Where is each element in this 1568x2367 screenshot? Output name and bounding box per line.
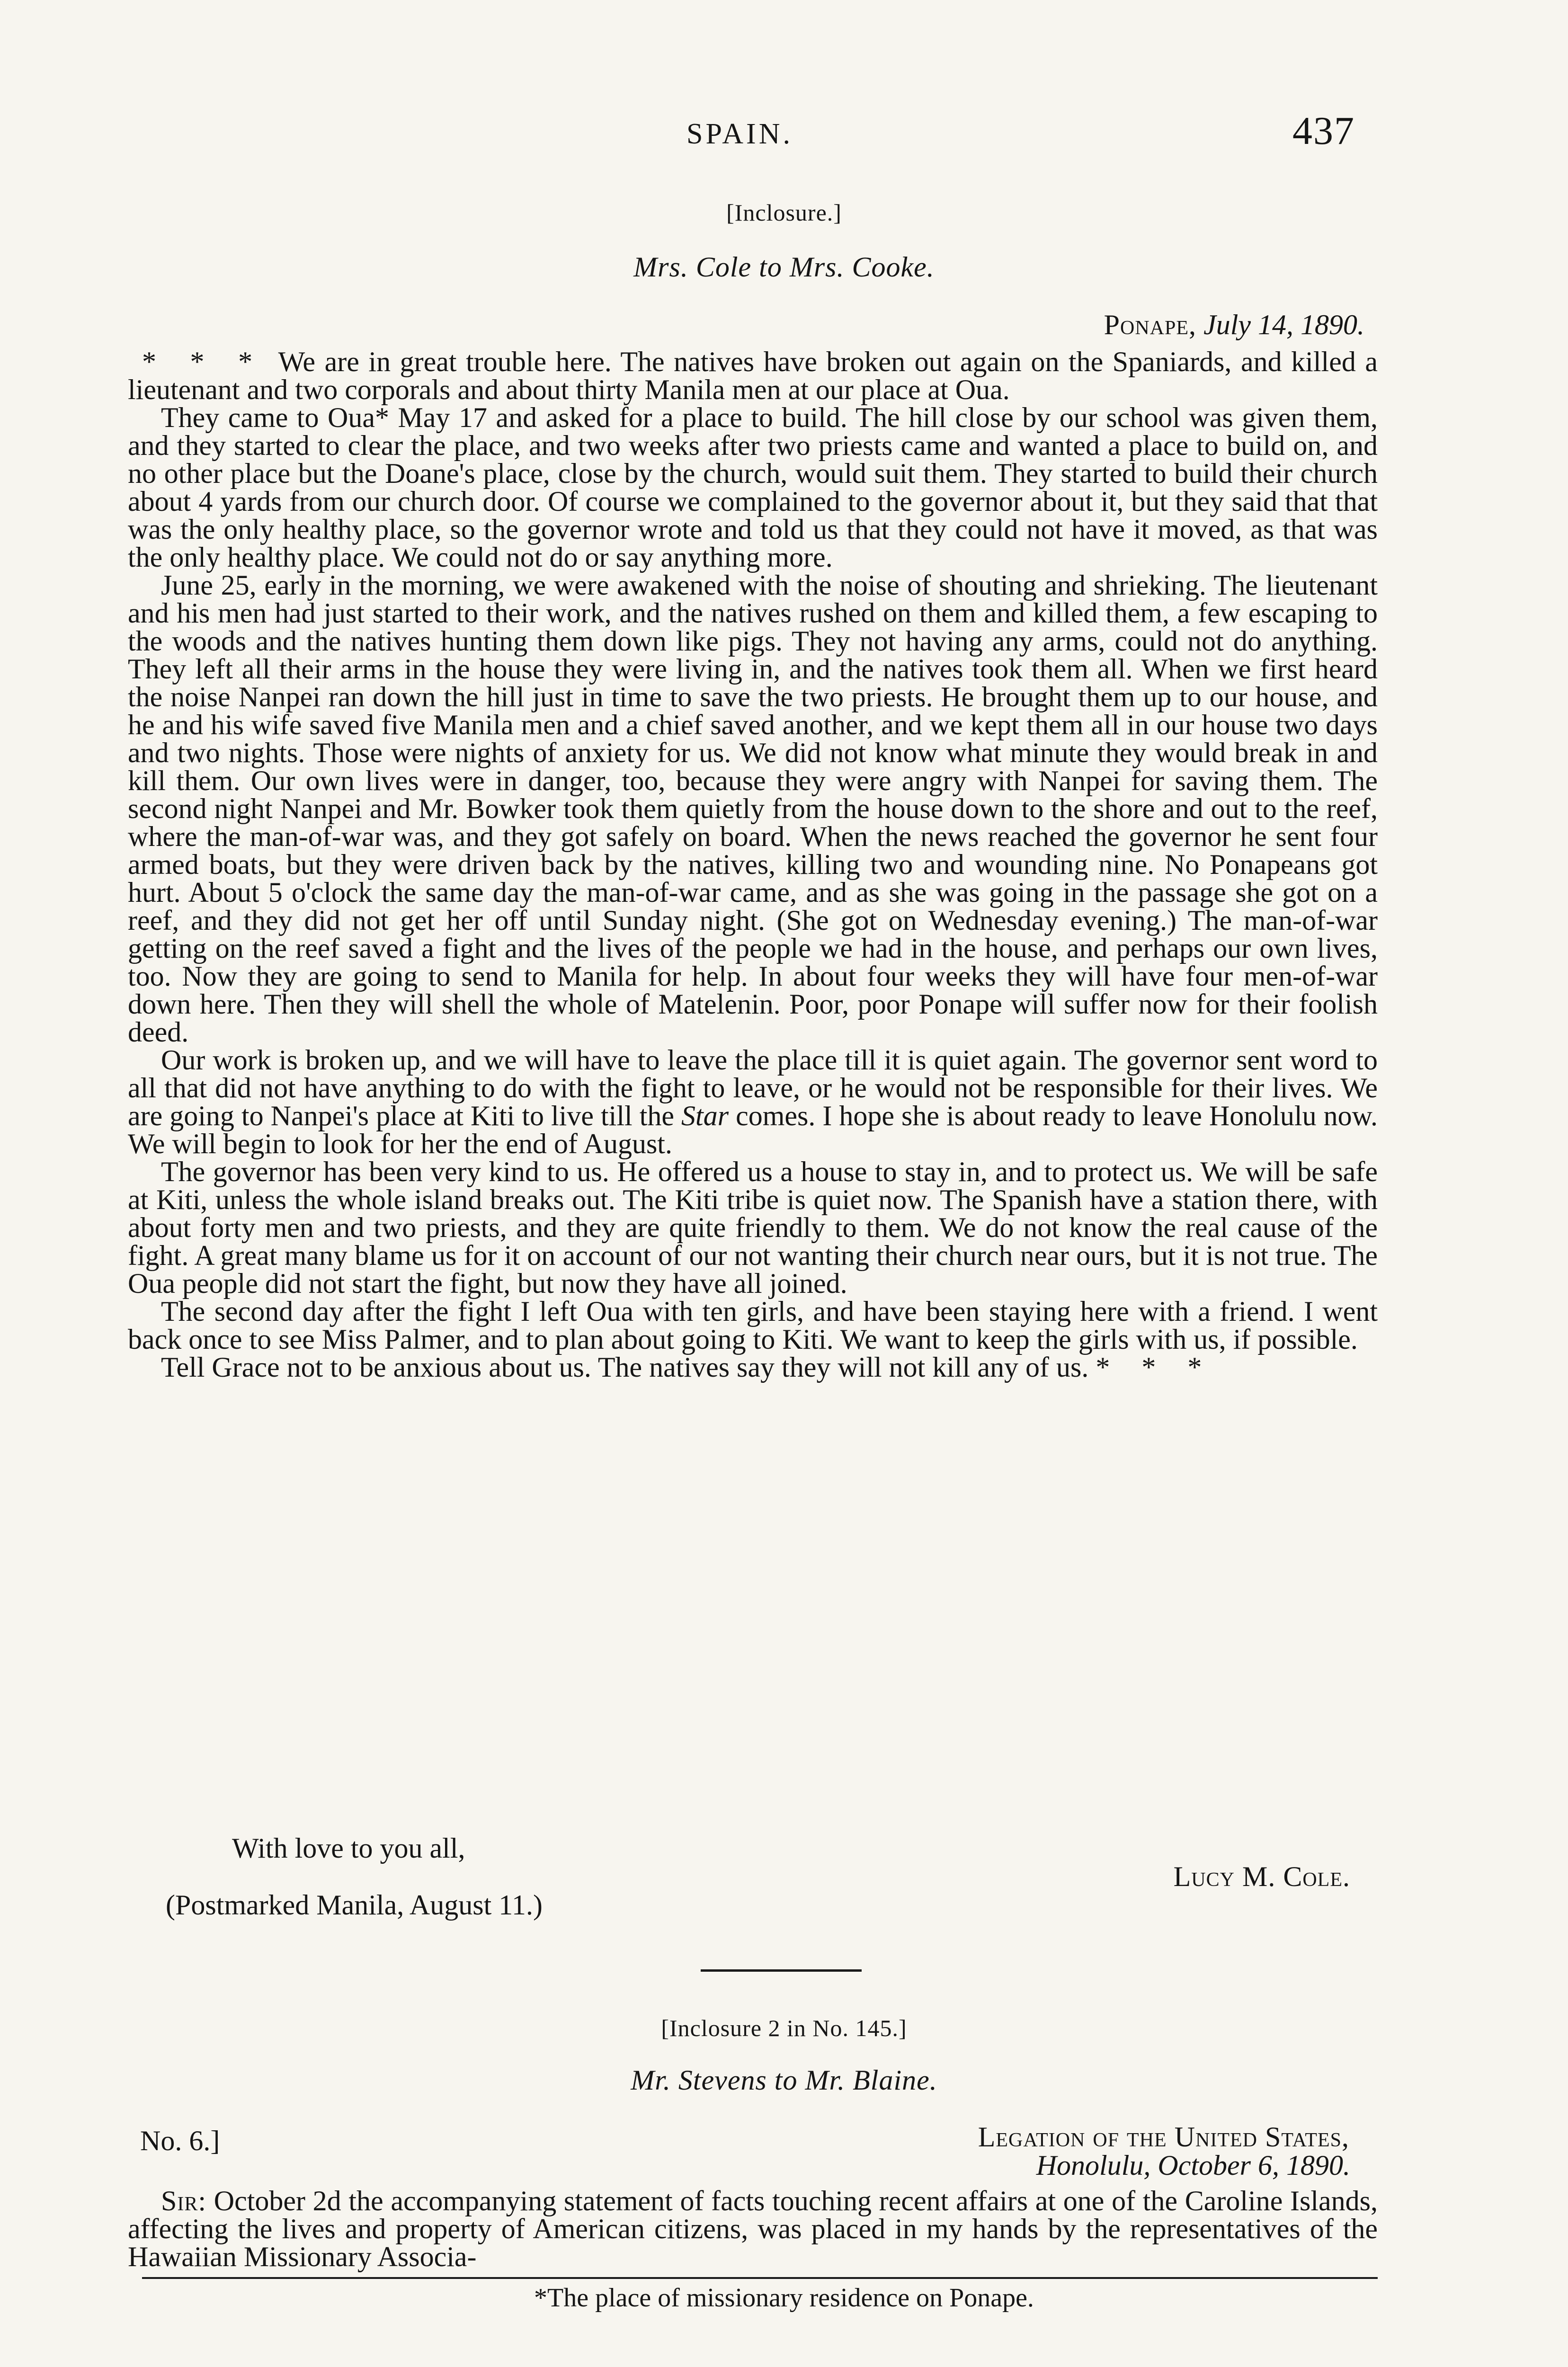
letter-body [128, 348, 1378, 1381]
inclosure-label: [Inclosure 2 in No. 145.] [661, 2015, 907, 2041]
footnote-rule [142, 2277, 1378, 2279]
footnote: *The place of missionary residence on Ponape. [534, 2283, 1034, 2313]
dateline-date: July 14, 1890. [1203, 309, 1364, 340]
ship-name: Star [681, 1100, 729, 1131]
letter-title: Mr. Stevens to Mr. Blaine. [631, 2064, 937, 2096]
paragraph: The second day after the fight I left Oua with ten girls, and have been staying here with a friend. I went back once to see Miss Palmer, and to plan about going to Kiti. We want to keep the girls with us, if possible. [128, 1296, 1378, 1355]
paragraph-text: We are in great trouble here. The natives have broken out again on the Spaniards, and killed a lieutenant and two corporals and about thirty Manila men at our place at Oua. [128, 346, 1378, 405]
legation-date: Honolulu, October 6, 1890. [1036, 2150, 1350, 2181]
paragraph-text: comes. I hope she is about ready to leave Honolulu now. We will begin to look for her the end of August. [128, 1100, 1378, 1159]
paragraph [128, 348, 1378, 404]
paragraph [128, 2187, 1378, 2271]
paragraph-text: Our work is broken up, and we will have to leave the place till it is quiet again. The governor sent word to all that did not have anything to do with the fight to leave, or he would not be responsible for their lives. We are going to Nanpei's place at Kiti to live till the [128, 1044, 1378, 1131]
paragraph [128, 1353, 1378, 1381]
page-number: 437 [1292, 109, 1355, 153]
paragraph [128, 1046, 1378, 1158]
paragraph: June 25, early in the morning, we were awakened with the noise of shouting and shrieking. The lieutenant and his men had just started to their work, and the natives rushed on them and killed them, a few escaping to the woods and the natives hunting them down like pigs. They not having any arms, could not do anything. They left all their arms in the house they were living in, and the natives took them all. When we first heard the noise Nanpei ran down the hill just in time to save the two priests. He brought them up to our house, and he and his wife saved five Manila men and a chief saved another, and we kept them all in our house two days and two nights. Those were nights of anxiety for us. We did not know what minute they would break in and kill them. Our own lives were in danger, too, because they were angry with Nanpei for saving them. The second night Nanpei and Mr. Bowker took them quietly from the house down to the shore and out to the reef, where the man-of-war was, and they got safely on board. When the news reached the governor he sent four armed boats, but they were driven back by the natives, killing two and wounding nine. No Ponapeans got hurt. About 5 o'clock the same day the man-of-war came, and as she was going in the passage she got on a reef, and they did not get her off until Sunday night. (She got on Wednesday evening.) The man-of-war getting on the reef saved a fight and the lives of the people we had in the house, and perhaps our own lives, too. Now they are going to send to Manila for help. In about four weeks they will have four men-of-war down here. Then they will shell the whole of Matelenin. Poor, poor Ponape will suffer now for their foolish deed. [128, 570, 1378, 1048]
paragraph: The governor has been very kind to us. He offered us a house to stay in, and to protect us. We will be safe at Kiti, unless the whole island breaks out. The Kiti tribe is quiet now. The Spanish have a station there, with about forty men and two priests, and they are quite friendly to them. We do not know the real cause of the fight. A great many blame us for it on account of our not wanting their church near ours, but it is not true. The Oua people did not start the fight, but now they have all joined. [128, 1156, 1378, 1299]
letter-title: Mrs. Cole to Mrs. Cooke. [633, 251, 935, 283]
signature: Lucy M. Cole. [1173, 1861, 1350, 1892]
letter-number: No. 6.] [140, 2125, 220, 2156]
running-head: SPAIN. [686, 118, 793, 150]
postmark-note: (Postmarked Manila, August 11.) [166, 1889, 543, 1921]
letter-dateline [1104, 309, 1364, 341]
legation-header: Legation of the United States, [978, 2121, 1349, 2153]
letter-body [128, 2187, 1378, 2271]
salutation: Sir: [161, 2185, 207, 2216]
page-header [0, 108, 1568, 165]
closing-line: With love to you all, [232, 1833, 465, 1864]
ellipsis-stars: * * * [142, 346, 265, 377]
paragraph: They came to Oua* May 17 and asked for a place to build. The hill close by our school was given them, and they started to clear the place, and two weeks after two priests came and wanted a place to build on, and no other place but the Doane's place, close by the church, would suit them. They started to build their church about 4 yards from our church door. Of course we complained to the governor about it, but they said that that was the only healthy place, so the governor wrote and told us that they could not have it moved, as that was the only healthy place. We could not do or say anything more. [128, 402, 1378, 573]
paragraph-text: Tell Grace not to be anxious about us. The natives say they will not kill any of us. [161, 1352, 1089, 1383]
dateline-place: Ponape, [1104, 309, 1197, 340]
ellipsis-stars: * * * [1096, 1352, 1214, 1383]
inclosure-label: [Inclosure.] [726, 199, 842, 226]
section-divider [701, 1969, 862, 1972]
paragraph-text: October 2d the accompanying statement of facts touching recent affairs at one of the Caroline Islands, affecting the lives and property of American citizens, was placed in my hands by the representatives of the Hawaiian Missionary Associa- [128, 2185, 1378, 2272]
